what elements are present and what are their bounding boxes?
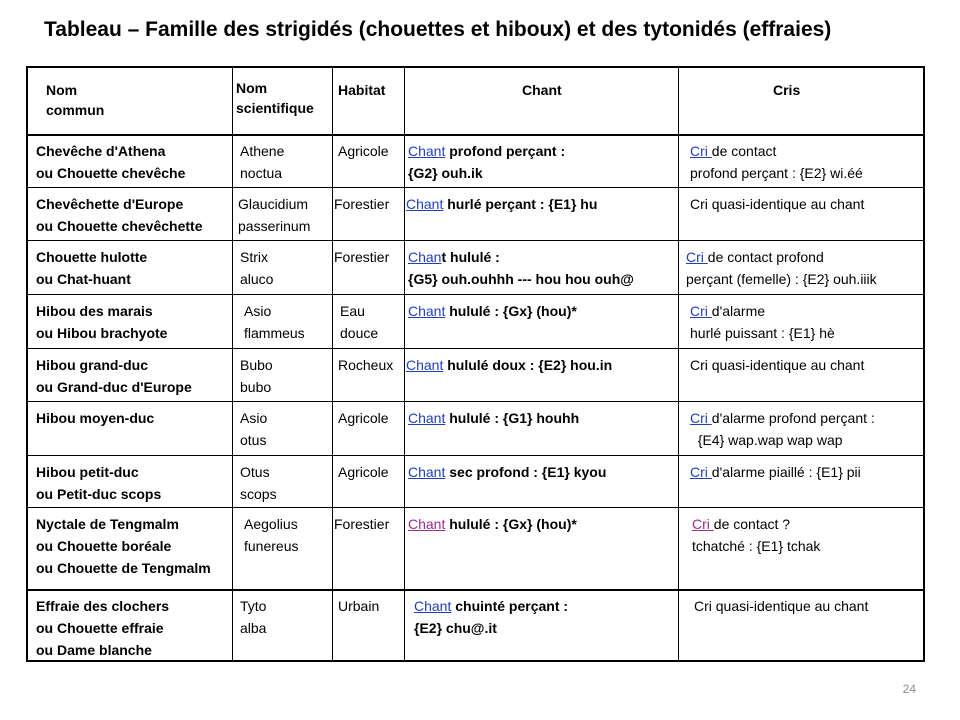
common-name-cell-line: Hibou petit-duc <box>36 464 139 480</box>
common-name-cell-line: ou Petit-duc scops <box>36 486 162 502</box>
scientific-name-cell-line: otus <box>240 432 267 448</box>
row-divider <box>28 134 923 136</box>
habitat-cell <box>334 193 389 215</box>
common-name-cell-line: ou Chouette de Tengmalm <box>36 560 211 576</box>
common-name-cell <box>36 246 147 290</box>
scientific-name-cell-line: alba <box>240 620 267 636</box>
common-name-cell <box>36 193 202 237</box>
cri-text: Cri quasi-identique au chant <box>694 598 869 614</box>
common-name-cell-line: Chevêchette d'Europe <box>36 196 184 212</box>
chant-text: hululé : {Gx} (hou)* <box>445 516 577 532</box>
chant-link[interactable]: Chant <box>408 410 446 426</box>
cri-text: de contact ? <box>713 516 791 532</box>
chant-text: {G2} ouh.ik <box>408 165 483 181</box>
scientific-name-cell-line: passerinum <box>238 218 311 234</box>
row-divider <box>28 240 923 241</box>
cri-text: hurlé puissant : {E1} hè <box>690 325 835 341</box>
scientific-name-cell-line: Athene <box>240 143 285 159</box>
chant-link[interactable]: Chant <box>408 143 446 159</box>
chant-link[interactable]: Chant <box>406 196 444 212</box>
header-common-name: Nom commun <box>46 82 105 118</box>
page-number: 24 <box>902 682 916 696</box>
cri-cell <box>692 513 820 557</box>
scientific-name-cell-line: Asio <box>240 410 268 426</box>
chant-cell <box>406 354 612 376</box>
scientific-name-cell-line: Tyto <box>240 598 267 614</box>
chant-text: hululé : {G1} houhh <box>445 410 580 426</box>
scientific-name-cell-line: Asio <box>244 303 272 319</box>
habitat-cell-line: Agricole <box>338 410 389 426</box>
cri-cell <box>690 140 863 184</box>
cri-text: de contact <box>711 143 777 159</box>
chant-link[interactable]: Chant <box>408 464 446 480</box>
column-divider <box>332 68 333 660</box>
header-habitat: Habitat <box>338 82 386 98</box>
common-name-cell <box>36 300 167 344</box>
cri-cell <box>690 193 864 215</box>
common-name-cell-line: ou Grand-duc d'Europe <box>36 379 192 395</box>
column-divider <box>404 68 405 660</box>
chant-link[interactable]: Chant <box>408 516 446 532</box>
scientific-name-cell <box>238 193 310 237</box>
header-scientific-name: Nom scientifique <box>236 80 314 116</box>
habitat-cell-line: Forestier <box>334 249 390 265</box>
habitat-cell <box>334 513 389 535</box>
scientific-name-cell <box>244 513 298 557</box>
cri-text: Cri quasi-identique au chant <box>690 357 865 373</box>
chant-link[interactable]: Chant <box>414 598 452 614</box>
cri-link[interactable]: Cri <box>692 516 714 532</box>
common-name-cell-line: Chouette hulotte <box>36 249 148 265</box>
scientific-name-cell <box>244 300 305 344</box>
cri-text: Cri quasi-identique au chant <box>690 196 865 212</box>
cri-text: tchatché : {E1} tchak <box>692 538 821 554</box>
cri-link[interactable]: Cri <box>690 143 712 159</box>
common-name-cell-line: ou Chouette chevêche <box>36 165 186 181</box>
cri-link[interactable]: Cri <box>690 410 712 426</box>
scientific-name-cell-line: scops <box>240 486 277 502</box>
common-name-cell-line: Nyctale de Tengmalm <box>36 516 179 532</box>
scientific-name-cell-line: noctua <box>240 165 283 181</box>
habitat-cell-line: Eau <box>340 303 365 319</box>
habitat-cell-line: douce <box>340 325 379 341</box>
species-table <box>26 66 925 662</box>
habitat-cell <box>338 140 389 162</box>
chant-cell <box>408 300 577 322</box>
chant-text: hurlé perçant : {E1} hu <box>443 196 598 212</box>
habitat-cell-line: Agricole <box>338 143 389 159</box>
cri-cell <box>694 595 868 617</box>
chant-cell <box>408 461 606 483</box>
cri-text: perçant (femelle) : {E2} ouh.iiik <box>686 271 877 287</box>
habitat-cell-line: Forestier <box>334 196 390 212</box>
cri-cell <box>686 246 877 290</box>
scientific-name-cell <box>240 140 284 184</box>
column-divider <box>232 68 233 660</box>
cri-text: de contact profond <box>707 249 824 265</box>
header-cris: Cris <box>773 82 801 98</box>
chant-cell <box>408 140 565 184</box>
chant-cell <box>414 595 568 639</box>
header-chant: Chant <box>522 82 562 98</box>
chant-text: sec profond : {E1} kyou <box>445 464 607 480</box>
habitat-cell <box>338 354 393 376</box>
habitat-cell <box>338 407 389 429</box>
row-divider <box>28 187 923 188</box>
scientific-name-cell <box>240 595 266 639</box>
cri-link[interactable]: Cri <box>690 464 712 480</box>
cri-text: profond perçant : {E2} wi.éé <box>690 165 863 181</box>
scientific-name-cell-line: bubo <box>240 379 272 395</box>
row-divider <box>28 589 923 591</box>
scientific-name-cell-line: Otus <box>240 464 270 480</box>
common-name-cell-line: ou Hibou brachyote <box>36 325 168 341</box>
common-name-cell-line: ou Chouette effraie <box>36 620 164 636</box>
scientific-name-cell-line: flammeus <box>244 325 305 341</box>
habitat-cell-line: Agricole <box>338 464 389 480</box>
chant-cell <box>408 407 579 429</box>
habitat-cell <box>340 300 378 344</box>
cri-cell <box>690 300 835 344</box>
common-name-cell <box>36 140 185 184</box>
cri-cell <box>690 461 861 483</box>
scientific-name-cell <box>240 246 273 290</box>
cri-cell <box>690 407 875 451</box>
column-divider <box>678 68 679 660</box>
chant-cell <box>406 193 597 215</box>
scientific-name-cell-line: Bubo <box>240 357 273 373</box>
chant-text: t hululé : <box>441 249 500 265</box>
chant-text: chuinté perçant : <box>451 598 569 614</box>
chant-link[interactable]: Chant <box>406 357 444 373</box>
cri-text: d'alarme <box>711 303 766 319</box>
habitat-cell-line: Rocheux <box>338 357 394 373</box>
common-name-cell-line: ou Chat-huant <box>36 271 131 287</box>
chant-text: {E2} chu@.it <box>414 620 497 636</box>
chant-text: {G5} ouh.ouhhh --- hou hou ouh@ <box>408 271 634 287</box>
chant-cell <box>408 246 634 290</box>
common-name-cell <box>36 595 169 661</box>
habitat-cell-line: Urbain <box>338 598 380 614</box>
scientific-name-cell-line: Aegolius <box>244 516 298 532</box>
cri-link[interactable]: Cri <box>686 249 708 265</box>
cri-text: d'alarme profond perçant : <box>711 410 875 426</box>
common-name-cell <box>36 513 211 579</box>
habitat-cell-line: Forestier <box>334 516 390 532</box>
common-name-cell <box>36 407 154 429</box>
row-divider <box>28 401 923 402</box>
cri-text: d'alarme piaillé : {E1} pii <box>711 464 861 480</box>
common-name-cell-line: Chevêche d'Athena <box>36 143 166 159</box>
common-name-cell-line: ou Dame blanche <box>36 642 152 658</box>
scientific-name-cell <box>240 461 277 505</box>
scientific-name-cell-line: Glaucidium <box>238 196 309 212</box>
row-divider <box>28 294 923 295</box>
common-name-cell-line: Hibou moyen-duc <box>36 410 155 426</box>
chant-cell <box>408 513 577 535</box>
common-name-cell-line: Effraie des clochers <box>36 598 170 614</box>
cri-text: {E4} wap.wap wap wap <box>690 432 843 448</box>
scientific-name-cell <box>240 407 267 451</box>
common-name-cell-line: ou Chouette chevêchette <box>36 218 203 234</box>
common-name-cell <box>36 461 161 505</box>
row-divider <box>28 507 923 508</box>
scientific-name-cell-line: funereus <box>244 538 299 554</box>
habitat-cell <box>334 246 389 268</box>
scientific-name-cell-line: Strix <box>240 249 268 265</box>
chant-text: hululé doux : {E2} hou.in <box>443 357 613 373</box>
cri-link[interactable]: Cri <box>690 303 712 319</box>
common-name-cell-line: Hibou des marais <box>36 303 153 319</box>
habitat-cell <box>338 595 379 617</box>
chant-link[interactable]: Chan <box>408 249 442 265</box>
common-name-cell <box>36 354 192 398</box>
habitat-cell <box>338 461 389 483</box>
row-divider <box>28 348 923 349</box>
chant-text: profond perçant : <box>445 143 566 159</box>
scientific-name-cell <box>240 354 273 398</box>
page-title: Tableau – Famille des strigidés (chouettes et hiboux) et des tytonidés (effraies) <box>44 18 832 41</box>
cri-cell <box>690 354 864 376</box>
scientific-name-cell-line: aluco <box>240 271 274 287</box>
row-divider <box>28 455 923 456</box>
chant-link[interactable]: Chant <box>408 303 446 319</box>
chant-text: hululé : {Gx} (hou)* <box>445 303 577 319</box>
common-name-cell-line: Hibou grand-duc <box>36 357 148 373</box>
common-name-cell-line: ou Chouette boréale <box>36 538 172 554</box>
